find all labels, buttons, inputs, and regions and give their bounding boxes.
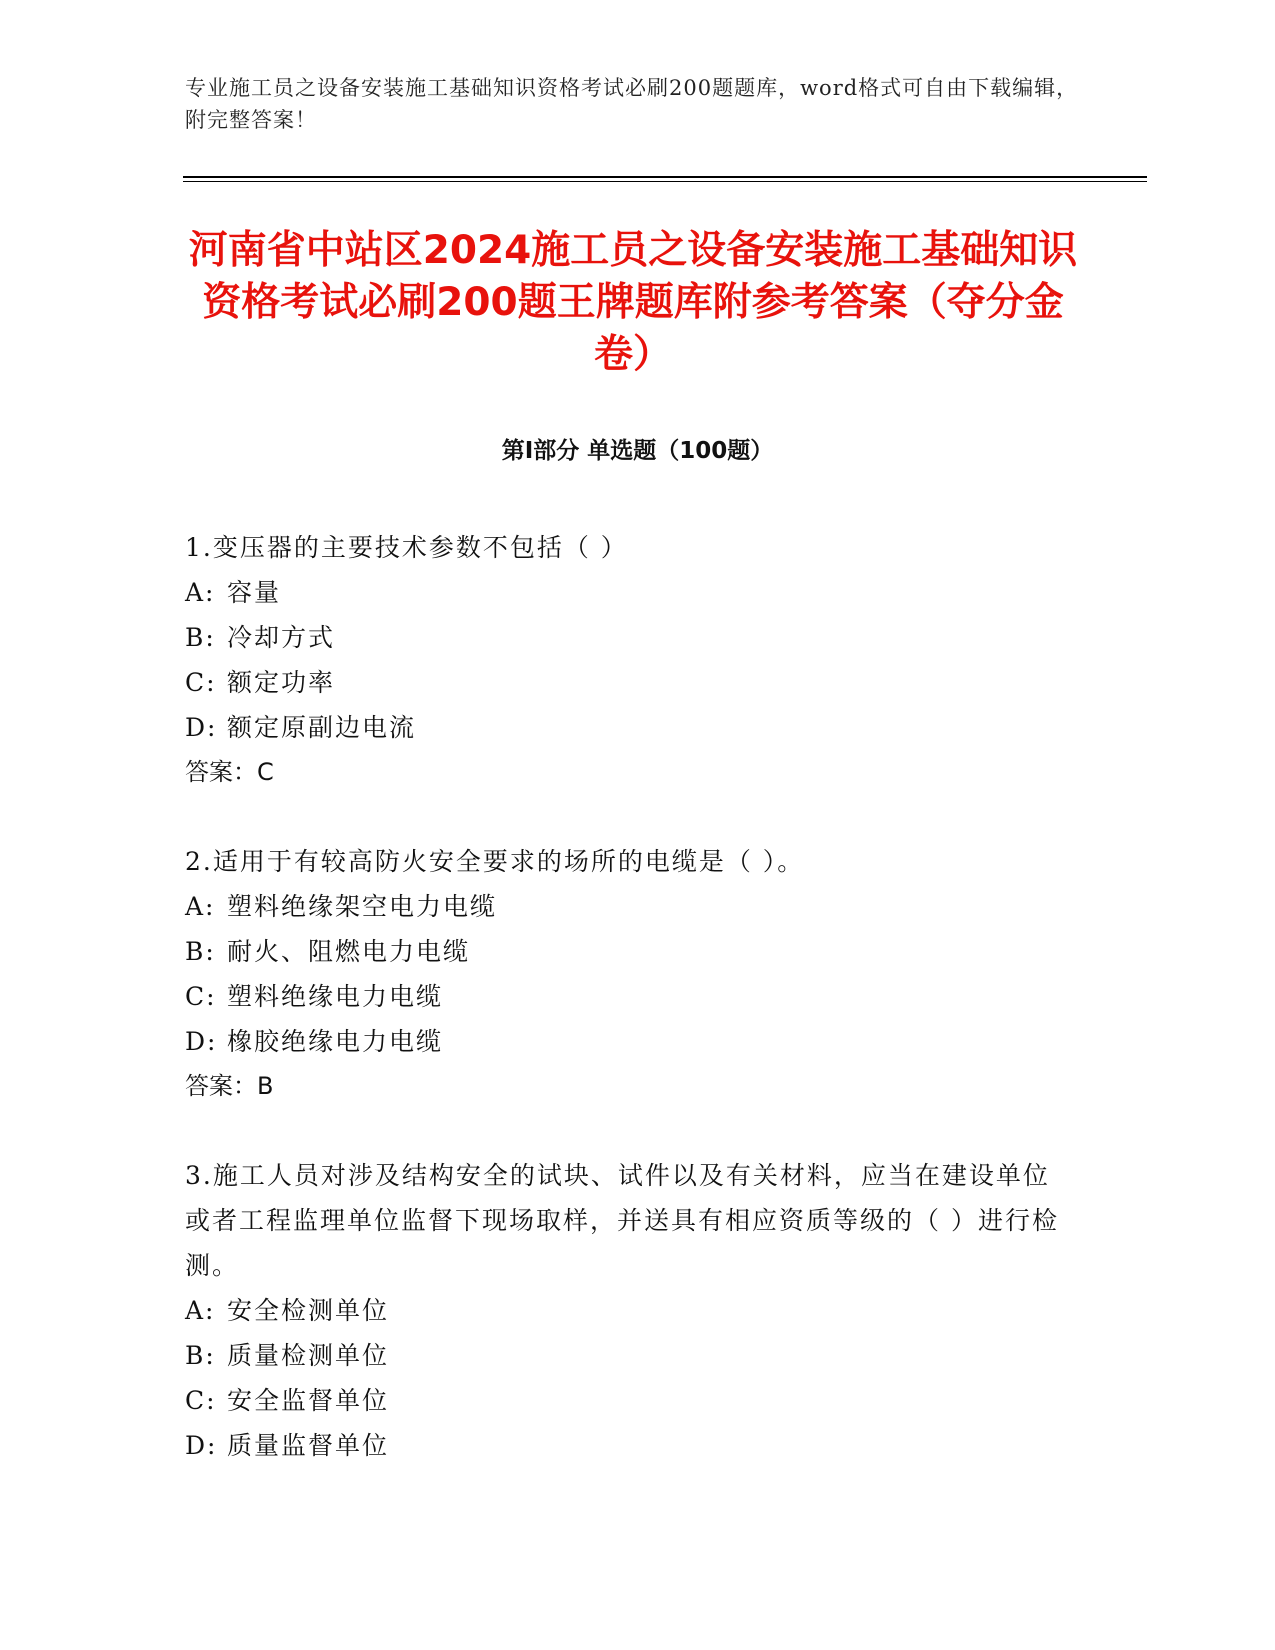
option-text: 塑料绝缘电力电缆 — [227, 982, 444, 1011]
option-text: 质量检测单位 — [227, 1341, 390, 1370]
option-c — [185, 974, 1065, 1019]
option-key: B: — [185, 623, 216, 652]
header-divider-thick — [183, 176, 1147, 178]
option-b — [185, 1333, 1065, 1378]
option-text: 橡胶绝缘电力电缆 — [227, 1027, 444, 1056]
option-b — [185, 615, 1065, 660]
option-d — [185, 705, 1065, 750]
question-stem: 1.变压器的主要技术参数不包括（ ） — [185, 533, 628, 562]
answer-line: 答案：C — [185, 758, 274, 786]
option-d — [185, 1423, 1065, 1468]
option-text: 额定原副边电流 — [227, 713, 417, 742]
option-text: 冷却方式 — [227, 623, 336, 652]
option-key: B: — [185, 937, 216, 966]
option-text: 额定功率 — [227, 668, 336, 697]
option-key: D: — [185, 1027, 218, 1056]
option-a — [185, 570, 1065, 615]
question-stem: 2.适用于有较高防火安全要求的场所的电缆是（ ）。 — [185, 847, 805, 876]
option-c — [185, 660, 1065, 705]
option-key: D: — [185, 713, 218, 742]
option-text: 安全监督单位 — [227, 1386, 390, 1415]
option-a — [185, 884, 1065, 929]
option-key: C: — [185, 1386, 217, 1415]
question-list — [185, 525, 1065, 1512]
section-heading: 第Ⅰ部分 单选题（100题） — [501, 438, 774, 464]
option-key: A: — [185, 578, 216, 607]
answer-line: 答案：B — [185, 1072, 274, 1100]
question-2 — [185, 839, 1065, 1109]
option-key: A: — [185, 892, 216, 921]
option-text: 塑料绝缘架空电力电缆 — [227, 892, 498, 921]
question-3 — [185, 1153, 1065, 1468]
option-a — [185, 1288, 1065, 1333]
header-note: 专业施工员之设备安装施工基础知识资格考试必刷200题题库，word格式可自由下载编辑，附完整答案！ — [185, 76, 1079, 132]
header-divider-thin — [183, 181, 1147, 182]
option-text: 耐火、阻燃电力电缆 — [227, 937, 471, 966]
document-title: 河南省中站区2024施工员之设备安装施工基础知识资格考试必刷200题王牌题库附参考答案（夺分金卷） — [188, 228, 1078, 377]
option-key: A: — [185, 1296, 216, 1325]
option-text: 质量监督单位 — [227, 1431, 390, 1460]
option-text: 安全检测单位 — [227, 1296, 390, 1325]
option-key: D: — [185, 1431, 218, 1460]
question-stem: 3.施工人员对涉及结构安全的试块、试件以及有关材料，应当在建设单位或者工程监理单位监督下现场取样，并送具有相应资质等级的（ ）进行检测。 — [185, 1161, 1059, 1280]
option-key: C: — [185, 982, 217, 1011]
option-key: B: — [185, 1341, 216, 1370]
option-c — [185, 1378, 1065, 1423]
question-1 — [185, 525, 1065, 795]
option-key: C: — [185, 668, 217, 697]
option-d — [185, 1019, 1065, 1064]
option-text: 容量 — [227, 578, 282, 607]
option-b — [185, 929, 1065, 974]
